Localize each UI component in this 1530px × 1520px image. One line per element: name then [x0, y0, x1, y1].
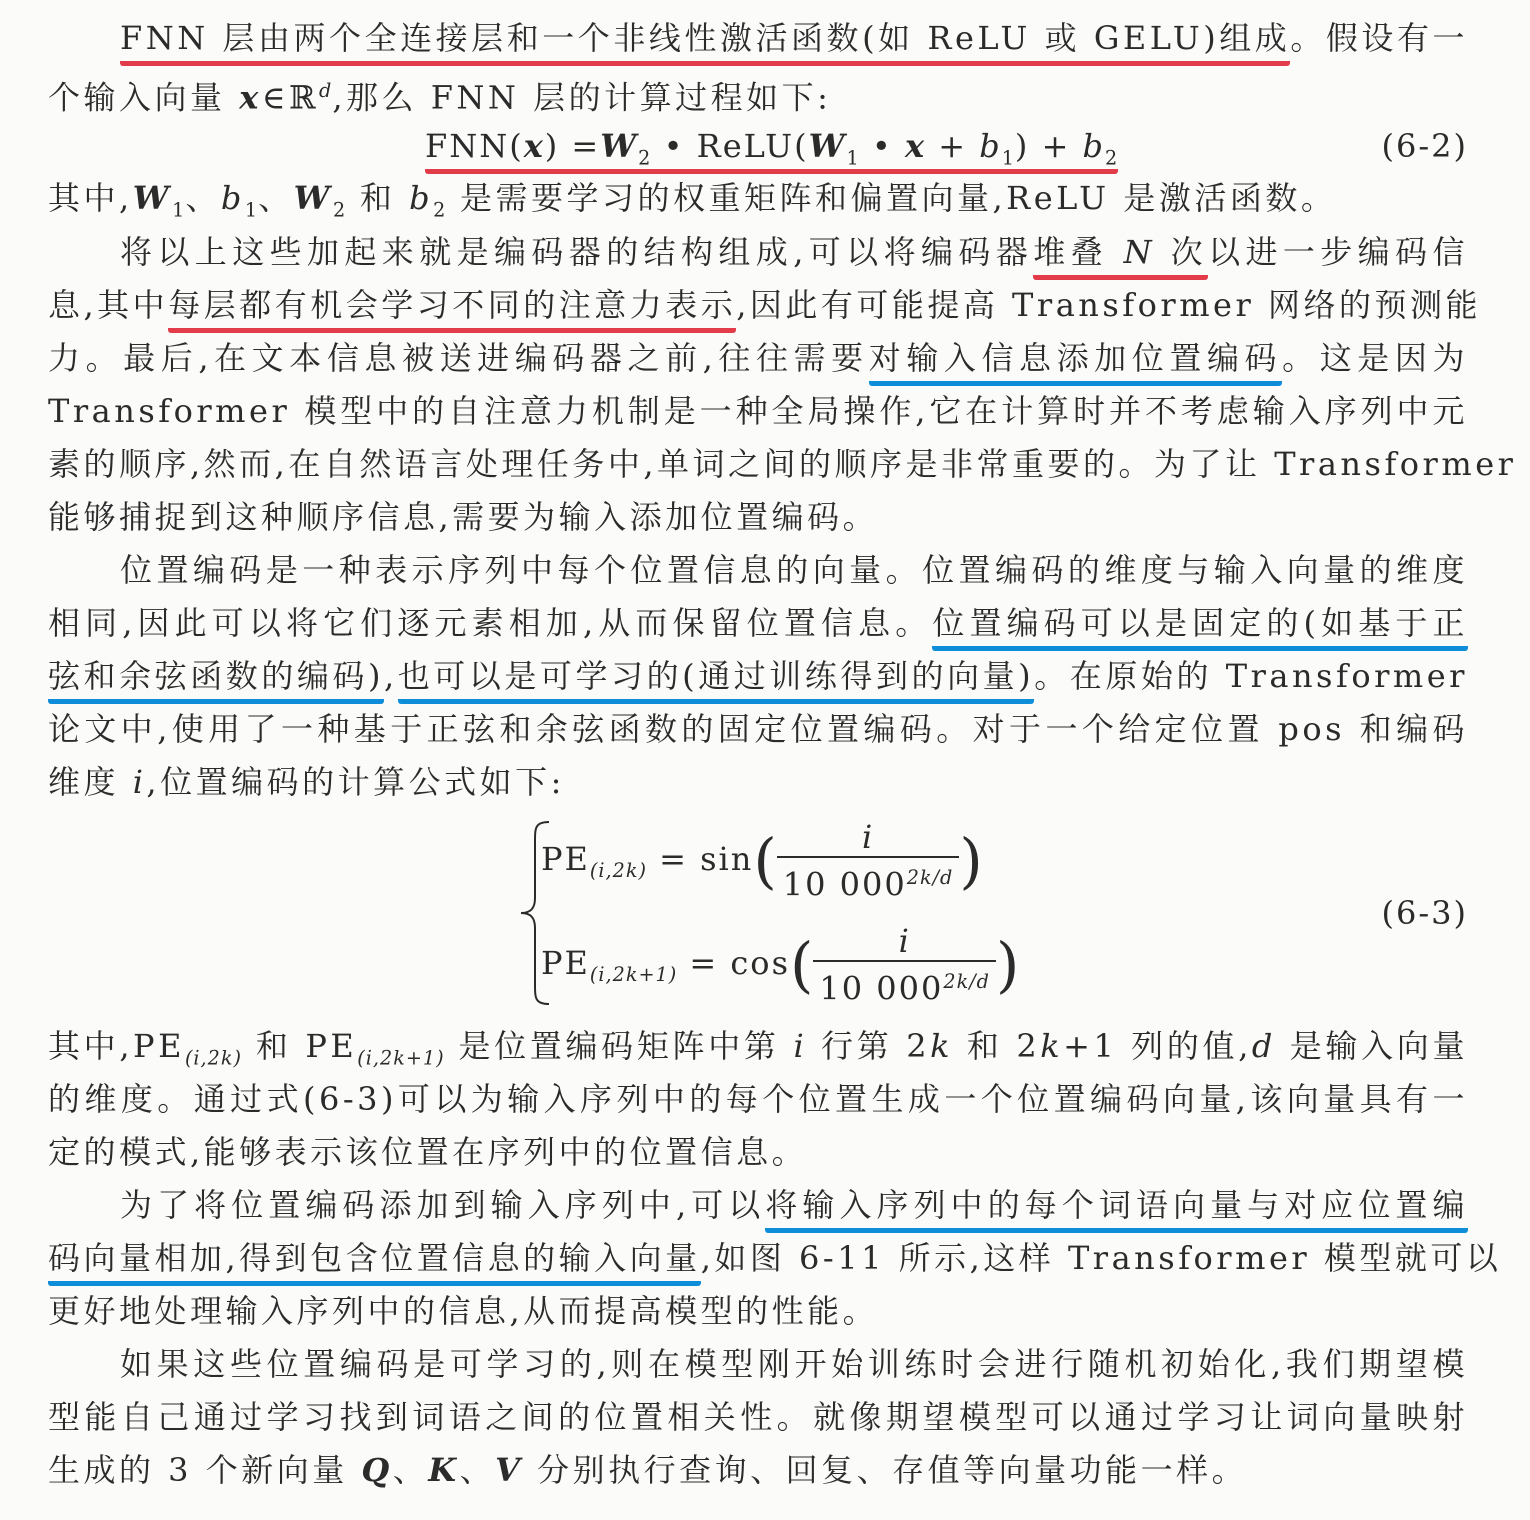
math-d: d [1251, 1027, 1276, 1065]
eq-sin: = sin [646, 839, 754, 878]
fraction [813, 922, 996, 1009]
eq-cos: = cos [677, 943, 790, 982]
highlight-add-position-encoding: 对输入信息添加位置编码 [869, 339, 1282, 386]
paragraph-encoder-line-3 [48, 338, 1468, 378]
paragraph-fnn-line-3 [48, 178, 1468, 230]
math-sub: 1 [244, 198, 259, 222]
math-k: k [930, 1027, 953, 1065]
eq-pe: PE [541, 839, 590, 878]
math-var-x: x [239, 78, 262, 117]
text-span: 和 [346, 179, 410, 217]
text-span: 。假设有一 [1290, 19, 1468, 57]
paragraph-pe-explain-line-1 [48, 1026, 1468, 1078]
text-span: 是输入向量 [1275, 1027, 1468, 1065]
math-sup-d: d [319, 79, 333, 102]
text-span: 将以上这些加起来就是编码器的结构组成,可以将编码器 [120, 233, 1034, 271]
eq-text: ) = [544, 127, 601, 165]
math-w2: W [293, 179, 334, 217]
paragraph-learnable-line-2: 型能自己通过学习找到词语之间的位置相关性。就像期望模型可以通过学习让词向量映射 [48, 1398, 1468, 1436]
paragraph-pe-explain-line-2: 的维度。通过式(6-3)可以为输入序列中的每个位置生成一个位置编码向量,该向量具有一 [48, 1080, 1468, 1118]
eq-sub: (i,2k) [589, 859, 647, 883]
eq-text: + [926, 127, 980, 165]
math-v: V [495, 1451, 524, 1489]
math-sub: 2 [433, 198, 447, 222]
text-span: ,位置编码的计算公式如下: [146, 763, 565, 801]
fraction [777, 818, 960, 905]
text-span: 生成的 3 个新向量 [48, 1451, 362, 1489]
text-span: 次 [1155, 233, 1209, 271]
eq-x: x [523, 127, 545, 165]
highlight-attention-representation: 每层都有机会学习不同的注意力表示 [168, 286, 736, 333]
text-span: 以进一步编码信 [1208, 233, 1468, 271]
paragraph-pe-line-5 [48, 762, 1468, 802]
highlight-add-vectors: 将输入序列中的每个词语向量与对应位置编 [765, 1186, 1468, 1233]
eq-text: 10 000 [819, 969, 944, 1008]
text-span: 。这是因为 [1282, 339, 1468, 377]
math-n: N [1123, 233, 1156, 271]
math-sub: 2 [333, 198, 347, 222]
text-span: 其中,PE [48, 1027, 185, 1065]
paren-left-icon: ( [753, 826, 777, 897]
text-span: 、 [392, 1451, 429, 1489]
eq-sub: 1 [1001, 146, 1015, 170]
paragraph-add-line-1 [120, 1185, 1468, 1225]
eq-sub: 2 [638, 146, 652, 170]
eq-text: • [859, 127, 905, 165]
text-span: 、 [185, 179, 221, 217]
math-q: Q [361, 1451, 393, 1489]
text-span: 和 2 [953, 1027, 1041, 1065]
paren-right-icon: ) [959, 826, 983, 897]
math-b1: b [220, 179, 245, 217]
paragraph-encoder-line-5: 素的顺序,然而,在自然语言处理任务中,单词之间的顺序是非常重要的。为了让 Transformer [48, 445, 1517, 483]
eq-exp: 2k/d [906, 866, 954, 889]
text-span: ,那么 FNN 层的计算过程如下: [332, 78, 832, 117]
math-k-bold: K [428, 1451, 460, 1489]
paren-left-icon: ( [789, 930, 814, 1001]
math-b2: b [409, 179, 434, 217]
paragraph-encoder-line-6: 能够捕捉到这种顺序信息,需要为输入添加位置编码。 [48, 498, 879, 536]
text-span: 、 [258, 179, 294, 217]
text-span: 是需要学习的权重矩阵和偏置向量,ReLU 是激活函数。 [446, 179, 1337, 217]
eq-text: • ReLU( [651, 127, 809, 165]
eq-w1: W [808, 127, 847, 165]
paragraph-add-line-3: 更好地处理输入序列中的信息,从而提高模型的性能。 [48, 1292, 879, 1330]
paragraph-learnable-line-1: 如果这些位置编码是可学习的,则在模型刚开始训练时会进行随机初始化,我们期望模 [120, 1345, 1468, 1383]
text-span: 为了将位置编码添加到输入序列中,可以 [120, 1186, 766, 1224]
paragraph-fnn-line-2 [48, 71, 1468, 118]
eq-pe: PE [541, 943, 590, 982]
text-span: 是位置编码矩阵中第 [444, 1027, 794, 1065]
text-span: +1 列的值, [1063, 1027, 1252, 1065]
paragraph-add-line-2 [48, 1238, 1502, 1278]
highlight-sin-cos-encoding: 弦和余弦函数的编码) [48, 657, 384, 704]
text-span: 和 PE [241, 1027, 358, 1065]
paren-right-icon: ) [995, 930, 1020, 1001]
equation-number-6-3: (6-3) [1381, 894, 1468, 932]
text-span: ∈ℝ [261, 78, 320, 117]
text-span: 力。最后,在文本信息被送进编码器之前,往往需要 [48, 339, 869, 377]
paragraph-pe-line-2 [48, 603, 1468, 643]
highlight-fnn-formula [425, 127, 1118, 174]
paragraph-fnn-line-1 [120, 18, 1468, 58]
text-span: 个输入向量 [48, 78, 240, 117]
text-span: 。在原始的 Transformer [1034, 657, 1468, 695]
paragraph-encoder-line-1 [120, 232, 1468, 272]
eq-sub: (i,2k+1) [589, 963, 678, 987]
eq-exp: 2k/d [943, 970, 990, 993]
highlight-stack-n-times [1033, 233, 1208, 280]
eq-w2: W [600, 127, 639, 165]
frac-denominator [813, 962, 996, 1009]
text-span: ,因此有可能提高 Transformer 网络的预测能 [736, 286, 1481, 324]
eq-b1: b [979, 127, 1002, 165]
text-span: 相同,因此可以将它们逐元素相加,从而保留位置信息。 [48, 604, 933, 642]
text-span: 堆叠 [1033, 233, 1124, 271]
eq-sub: 1 [846, 146, 860, 170]
highlight-input-with-position: 码向量相加,得到包含位置信息的输入向量 [48, 1239, 701, 1286]
text-span: , [383, 657, 398, 695]
paragraph-encoder-line-2 [48, 285, 1481, 325]
eq-sub: 2 [1105, 146, 1119, 170]
math-i: i [132, 763, 147, 801]
equation-number-6-2: (6-2) [1381, 127, 1468, 165]
paragraph-pe-line-1: 位置编码是一种表示序列中每个位置信息的向量。位置编码的维度与输入向量的维度 [120, 551, 1468, 589]
math-i: i [793, 1027, 808, 1065]
eq-text: FNN( [425, 127, 524, 165]
text-span: ,如图 6-11 所示,这样 Transformer 模型就可以 [700, 1239, 1502, 1277]
equation-6-3-sin-row [541, 818, 983, 905]
paragraph-pe-line-4: 论文中,使用了一种基于正弦和余弦函数的固定位置编码。对于一个给定位置 pos 和编码 [48, 710, 1468, 748]
equation-6-3-cos-row [541, 922, 1019, 1009]
text-span: 分别执行查询、回复、存值等向量功能一样。 [523, 1451, 1248, 1489]
eq-text: ) + [1014, 127, 1083, 165]
equation-6-2 [425, 126, 1118, 178]
text-span: 其中, [48, 179, 133, 217]
frac-numerator: i [777, 818, 960, 858]
paragraph-learnable-line-3 [48, 1450, 1468, 1490]
eq-x: x [904, 127, 927, 165]
highlight-fixed-pe: 位置编码可以是固定的(如基于正 [932, 604, 1468, 651]
eq-b2: b [1082, 127, 1106, 165]
paragraph-pe-explain-line-3: 定的模式,能够表示该位置在序列中的位置信息。 [48, 1133, 808, 1171]
paragraph-pe-line-3 [48, 656, 1468, 696]
text-span: 、 [459, 1451, 496, 1489]
text-span: 行第 2 [807, 1027, 931, 1065]
math-sub: (i,2k) [184, 1046, 242, 1070]
text-span: 息,其中 [48, 286, 169, 324]
eq-text: 10 000 [782, 865, 907, 904]
math-sub: (i,2k+1) [357, 1046, 445, 1070]
frac-denominator [777, 858, 960, 905]
math-w1: W [132, 179, 173, 217]
highlight-fnn-definition: FNN 层由两个全连接层和一个非线性激活函数(如 ReLU 或 GELU)组成 [120, 19, 1290, 66]
highlight-learnable-pe: 也可以是可学习的(通过训练得到的向量) [398, 657, 1035, 704]
math-sub: 1 [172, 198, 186, 222]
paragraph-encoder-line-4: Transformer 模型中的自注意力机制是一种全局操作,它在计算时并不考虑输入序列中元 [48, 392, 1468, 430]
frac-numerator: i [813, 922, 996, 962]
math-k: k [1040, 1027, 1064, 1065]
text-span: 维度 [48, 763, 133, 801]
